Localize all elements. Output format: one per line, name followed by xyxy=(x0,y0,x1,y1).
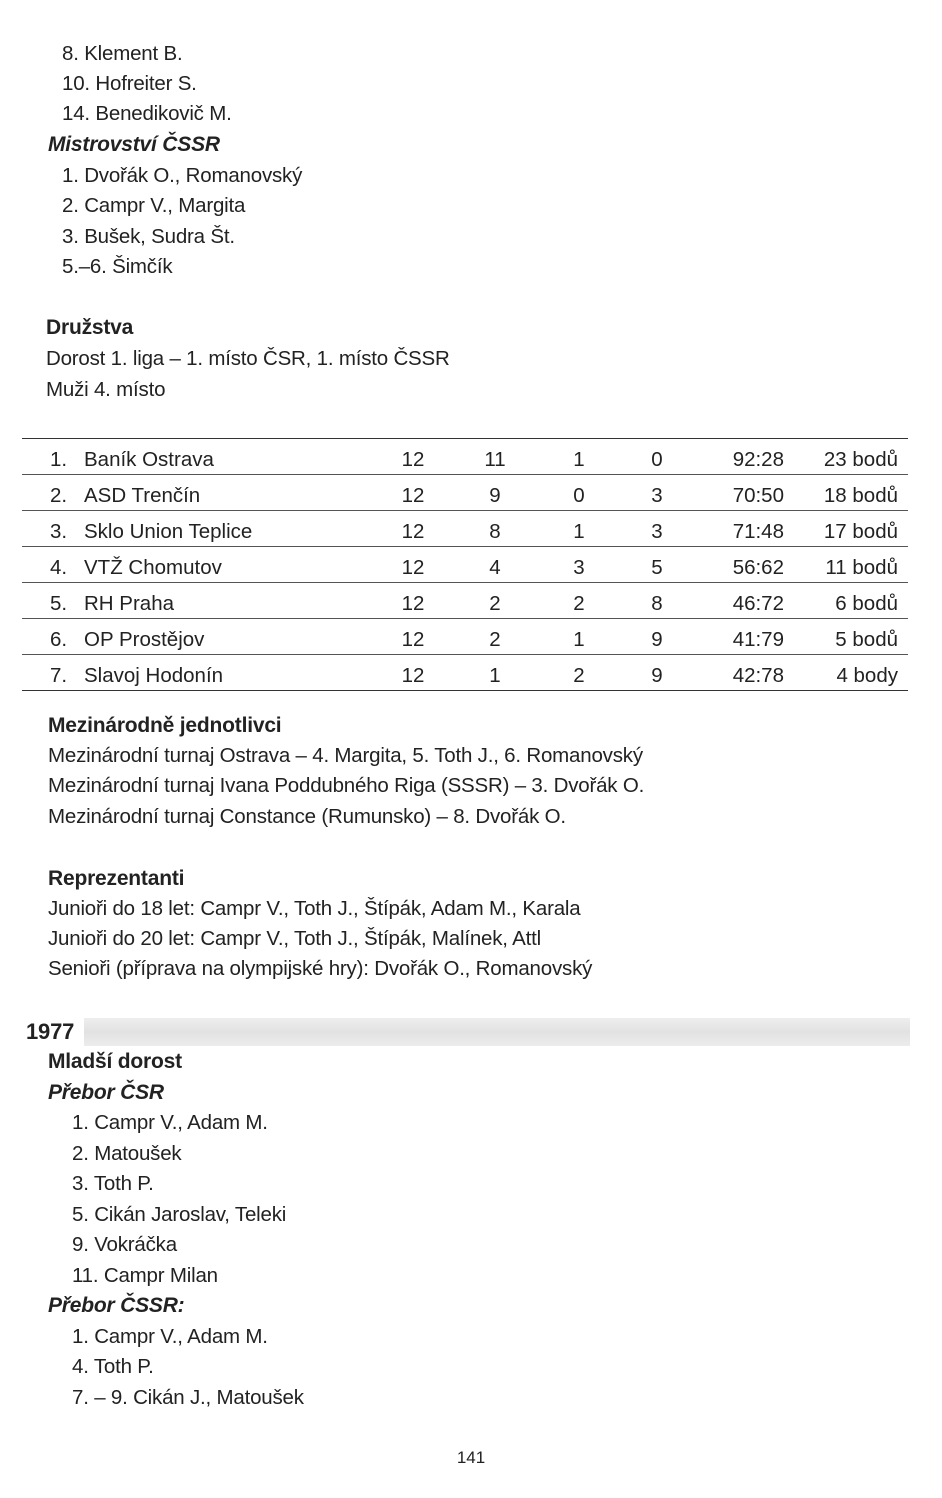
list-item: 7. – 9. Cikán J., Matoušek xyxy=(72,1386,304,1409)
cell-lost: 0 xyxy=(651,448,663,471)
cell-drawn: 2 xyxy=(573,664,585,687)
cell-rank: 4. xyxy=(50,556,68,579)
cell-team: Baník Ostrava xyxy=(84,448,214,471)
cell-team: Sklo Union Teplice xyxy=(84,520,253,543)
cell-drawn: 1 xyxy=(573,448,585,471)
cell-lost: 9 xyxy=(651,628,663,651)
list-item: 1. Dvořák O., Romanovský xyxy=(62,164,303,187)
cell-drawn: 0 xyxy=(573,484,585,507)
table-row xyxy=(22,619,908,655)
cell-points: 18 bodů xyxy=(823,484,898,507)
cell-won: 11 xyxy=(484,448,506,471)
table-row xyxy=(22,439,908,475)
cell-points: 23 bodů xyxy=(823,448,898,471)
section-heading: Reprezentanti xyxy=(48,867,185,890)
cell-drawn: 2 xyxy=(573,592,585,615)
list-item: 10. Hofreiter S. xyxy=(62,72,197,95)
table-row xyxy=(22,511,908,547)
section-subheading: Mistrovství ČSSR xyxy=(48,133,220,156)
cell-team: Slavoj Hodonín xyxy=(84,664,224,687)
cell-rank: 6. xyxy=(50,628,68,651)
cell-rank: 5. xyxy=(50,592,68,615)
list-item: 9. Vokráčka xyxy=(72,1233,177,1256)
table-row xyxy=(22,583,908,619)
text-line: Muži 4. místo xyxy=(46,378,166,401)
cell-points: 6 bodů xyxy=(835,592,898,615)
cell-team: ASD Trenčín xyxy=(84,484,201,507)
cell-won: 1 xyxy=(489,664,501,687)
text-line: Dorost 1. liga – 1. místo ČSR, 1. místo ČSSR xyxy=(46,347,450,370)
cell-score: 42:78 xyxy=(732,664,784,687)
list-item: 2. Matoušek xyxy=(72,1142,182,1165)
list-item: 5.–6. Šimčík xyxy=(62,255,173,278)
cell-score: 41:79 xyxy=(732,628,784,651)
section-subheading: Přebor ČSR xyxy=(48,1081,164,1104)
section-heading: Družstva xyxy=(46,316,134,339)
text-line: Junioři do 20 let: Campr V., Toth J., Štípák, Malínek, Attl xyxy=(48,927,541,950)
cell-lost: 3 xyxy=(651,520,663,543)
year-heading: 1977 xyxy=(26,1019,75,1044)
list-item: 1. Campr V., Adam M. xyxy=(72,1111,268,1134)
cell-played: 12 xyxy=(401,664,425,687)
cell-played: 12 xyxy=(401,484,425,507)
text-line: Mezinárodní turnaj Ivana Poddubného Riga (SSSR) – 3. Dvořák O. xyxy=(48,774,645,797)
list-item: 11. Campr Milan xyxy=(72,1264,218,1287)
cell-rank: 1. xyxy=(50,448,68,471)
list-item: 14. Benedikovič M. xyxy=(62,102,232,125)
cell-drawn: 1 xyxy=(573,520,585,543)
text-line: Senioři (příprava na olympijské hry): Dvořák O., Romanovský xyxy=(48,957,593,980)
section-heading: Mladší dorost xyxy=(48,1050,182,1073)
cell-rank: 3. xyxy=(50,520,68,543)
table-row xyxy=(22,547,908,583)
cell-played: 12 xyxy=(401,448,425,471)
section-heading: Mezinárodně jednotlivci xyxy=(48,714,282,737)
cell-lost: 8 xyxy=(651,592,663,615)
cell-team: RH Praha xyxy=(84,592,175,615)
cell-team: VTŽ Chomutov xyxy=(84,556,222,579)
list-item: 5. Cikán Jaroslav, Teleki xyxy=(72,1203,287,1226)
list-item: 1. Campr V., Adam M. xyxy=(72,1325,268,1348)
cell-played: 12 xyxy=(401,592,425,615)
cell-score: 46:72 xyxy=(732,592,784,615)
list-item: 3. Bušek, Sudra Št. xyxy=(62,225,235,248)
text-line: Mezinárodní turnaj Ostrava – 4. Margita, 5. Toth J., 6. Romanovský xyxy=(48,744,643,767)
cell-played: 12 xyxy=(401,520,425,543)
page-number: 141 xyxy=(456,1448,486,1467)
cell-score: 56:62 xyxy=(732,556,784,579)
cell-lost: 5 xyxy=(651,556,663,579)
cell-played: 12 xyxy=(401,628,425,651)
cell-lost: 3 xyxy=(651,484,663,507)
list-item: 8. Klement B. xyxy=(62,42,183,65)
cell-score: 70:50 xyxy=(732,484,784,507)
cell-won: 2 xyxy=(489,592,501,615)
standings-table xyxy=(22,438,908,691)
text-line: Junioři do 18 let: Campr V., Toth J., Štípák, Adam M., Karala xyxy=(48,897,581,920)
list-item: 2. Campr V., Margita xyxy=(62,194,246,217)
cell-points: 17 bodů xyxy=(823,520,898,543)
cell-rank: 2. xyxy=(50,484,68,507)
list-item: 3. Toth P. xyxy=(72,1172,154,1195)
table-row xyxy=(22,655,908,691)
table-row xyxy=(22,475,908,511)
year-band xyxy=(84,1018,910,1046)
cell-drawn: 3 xyxy=(573,556,585,579)
cell-rank: 7. xyxy=(50,664,68,687)
cell-won: 9 xyxy=(489,484,501,507)
cell-points: 5 bodů xyxy=(835,628,898,651)
cell-team: OP Prostějov xyxy=(84,628,205,651)
section-subheading: Přebor ČSSR: xyxy=(48,1294,185,1317)
cell-score: 92:28 xyxy=(732,448,784,471)
cell-won: 8 xyxy=(489,520,501,543)
cell-lost: 9 xyxy=(651,664,663,687)
cell-played: 12 xyxy=(401,556,425,579)
list-item: 4. Toth P. xyxy=(72,1355,154,1378)
text-line: Mezinárodní turnaj Constance (Rumunsko) – 8. Dvořák O. xyxy=(48,805,566,828)
cell-score: 71:48 xyxy=(732,520,784,543)
cell-drawn: 1 xyxy=(573,628,585,651)
cell-won: 4 xyxy=(489,556,501,579)
cell-won: 2 xyxy=(489,628,501,651)
cell-points: 4 body xyxy=(836,664,898,687)
cell-points: 11 bodů xyxy=(825,556,898,579)
